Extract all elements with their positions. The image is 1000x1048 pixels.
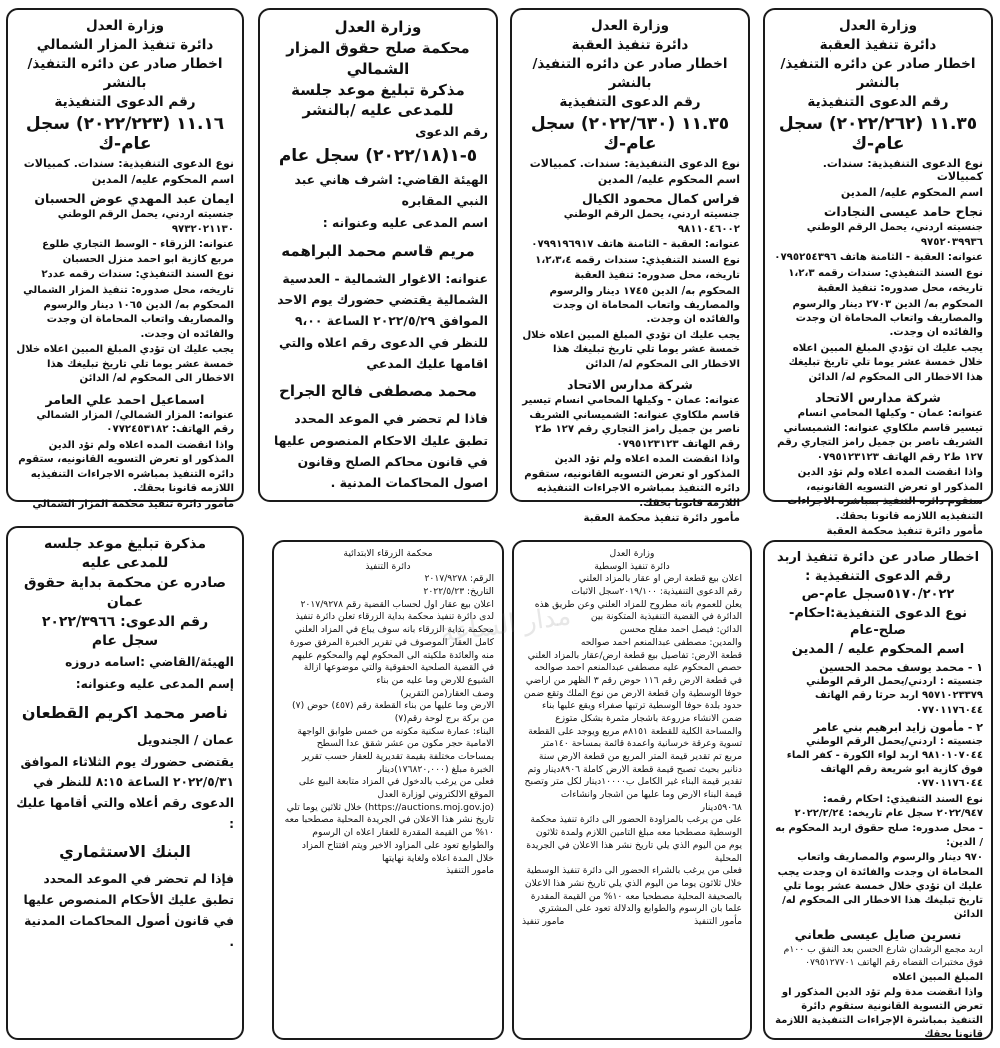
case-label: رقم الدعوى [415,124,488,140]
detail-line: الارض وما عليها من بناء القطعة رقم (٤٥٧) حوض (٧) من بركة برج لوحة رقم(٧) [292,700,494,724]
detail-line: عنوانه: عمان - وكيلها المحامي انسام تيسير قاسم ملكاوي عنوانه: الشميساني الشريف ناصر بن جميل رامز التجاري رقم ١٢٧ ط٢ رقم الهاتف ٠٧٩٥١٢٣١٢٣ [522,395,740,450]
department-title: دائرة التنفيذ [365,560,411,572]
ministry-title: وزارة العدل [334,18,422,36]
case-type: نوع الدعوى التنفيذية: سندات. كمبيالات [23,157,234,171]
party-label: اسم المحكوم عليه / المدين [791,641,965,657]
case-number: رقم الدعوى: ٢٠٢٢/٣٩٦٦ [41,613,209,630]
department-title: دائرة تنفيذ الوسطية [594,560,670,572]
notice-mazar-223 [6,8,244,510]
detail-line: عنوانه: المزار الشمالي/ المزار الشمالي رقم الهاتف: ٠٧٧٢٤٥٣١٨٢ [36,409,234,436]
detail-line: فاذا لم تحضر في الموعد المحدد تطبق عليك الاحكام المنصوص عليها في قانون محاكم الصلح وقانون اصول المحاكمات المدنية . [274,411,488,491]
signature: مامور التنفيذ [446,865,494,877]
signature: مامور تنفيذ [522,915,565,927]
detail-line: والمساحة الكلية للقطعة ٨١٥١م مربع ويوجد على القطعة تسوية وعرقة خرسانية واعمدة قائمة بمساحة ١٤٠متر مربع تم تقدير قيمة المتر المربع من قطعة الارض سنة دنانير بحيث تصبح قيمة قطعة الارض كاملة ٨٩٠٦دينار وتم تقدير قيمة البناء غير الكامل ب١٠٠٠٠دينار لكل متر وتصبح قيمة البناء الارض وما عليها من اشجار وانشاءات ٥٩٠٦٨دينار [524,725,742,813]
detail-line: جنسيته اردني، يحمل الرقم الوطني ٩٧٥٢٠٣٩٩٣٦ [806,222,983,248]
notice-headline: اعلان بيع قطعة ارض او عقار بالمزاد العلني [578,573,742,585]
debtor-name: نجاح حامد عيسى النجادات [823,204,983,220]
defendant-label: إسم المدعى عليه وعنوانه: [75,677,234,692]
detail-line: تاريخه، محل صدوره: تنفيذ العقبة [574,270,740,282]
detail-line: فعلى من يرغب بالدخول في المزاد متابعة البيع على الموقع الالكتروني لوزارة العدل (https://auctions.moj.gov.jo) خلال ثلاثين يوما تلي تاريخ نشر هذا الاعلان في الجريدة المحلية مصطحبا معه ١٠% من القيمة المقدرة للعقار اعلاه ان الرسوم والطوابع تعود على المزاود الاخير ويتم افتتاح المزاد خلال المدة اعلاه ولغاية نهايتها [284,776,494,864]
detail-line: واذا انقضت المده اعلاه ولم تؤد الدين المذكور او تعرض التسويه القانونيه، ستقوم دائره التنفيذ بمباشره الاجراءات التنفيذيه اللازمه قانونا بحقك. [18,439,234,495]
case-type: نوع الدعوى التنفيذية: سندات. كمبيالات [822,157,983,184]
detail-line: واذا انقضت مدة ولم تؤد الدين المذكور او تعرض التسوية القانونية ستقوم دائرة التنفيذ بمباشرة الإجراءات التنفيذية اللازمة قانونا بحقك [775,986,983,1041]
detail-line: المحكوم به/ الدين ١٧٤٥ دينار والرسوم والمصاريف واتعاب المحاماة ان وجدت والفائده ان وجدت. [549,285,740,326]
defendant-name: ناصر محمد اكريم القطعان [21,702,229,722]
detail-line: لدى دائرة تنفيذ محكمة بداية الزرقاء تعلن دائرة تنفيذ محكمة بداية الزرقاء بانه سوف يباع في المزاد العلني كامل العقار الموصوف في تقرير الخبرة المرفق صورة منه والعائدة ملكيته الى المحكوم لهم والمحكوم عليهم في القضية الصلحية الحقوقية والتي موضوعها ازالة الشيوع للارض وما عليه من بناء [289,611,494,686]
defendant-address: عمان / الجندويل [137,732,234,747]
case-number: ١١.١٦ (٢٠٢٢/٢٢٣) سجل عام-ك [25,114,225,155]
department-title: دائرة تنفيذ العقبة [819,37,937,54]
defendant-name: مريم قاسم محمد البراهمه [281,241,475,260]
notice-headline: اخطار صادر عن دائره التنفيذ/ بالنشر [780,56,976,91]
notice-date: التاريخ: ٢٠٢٢/٥/٢٣ [423,586,494,598]
party-label: اسم المحكوم عليه/ المدين [91,173,234,187]
detail-line: فعلى من يرغب بالشراء الحضور الى دائرة تنفيذ الوسطية خلال ثلاثون يوما من اليوم الذي يلي تاريخ نشر هذا الاعلان بالصحيفة المحلية مصطحبا معه ١٠% من القيمة المقدرة علما بان الرسوم والطوابع والدلالة تعود على المشتري [524,865,742,915]
judge-line: الهيئة القاضي: اشرف هاني عبد النبي المقابره [294,171,488,208]
signature: مأمور دائرة تنفيذ محكمة العقبة [826,526,983,538]
detail-line: جنسيته : اردني/يحمل الرقم الوطني ٩٨١٠١٠٧٠٤٤ اربد لواء الكورة - كفر الماء فوق كازية ابو شريعة رقم الهاتف ٠٧٧٠١١٧٦٠٤٤ [786,735,983,790]
notice-headline: مذكرة تبليغ موعد جلسه للمدعى عليه [43,536,207,571]
detail-line: تاريخه، محل صدوره: تنفيذ المزار الشمالي [23,284,234,296]
case-label: رقم الدعوى التنفيذية : [805,568,951,584]
detail-line: قطعة الارض: تفاصيل بيع قطعة ارض/عقار بالمزاد العلني حصص المحكوم عليه مصطفى عبدالمنعم احمد صوالحه في قطعة الارض رقم ١١٦ حوض رقم ٣ الظهر من اراضي حوفا الوسطية وان قطعة الارض من نوع الملك وتقع ضمن حدود بلدة حوفا الوسطية ترتبها صفراء ويقع عليها بناء ضمن الانشاء مزروعة باشجار مثمرة بشكل متوزع [523,649,742,724]
detail-line: جنسيته اردني، يحمل الرقم الوطني ٩٧٣٢٠٢١١٣٠ [57,209,234,235]
notice-headline: اعلان بيع عقار اول لحساب القضية رقم ٢٠١٧/٩٢٧٨ [300,598,494,610]
detail-line: عنوانه: عمان - وكيلها المحامي انسام تيسير قاسم ملكاوي عنوانه: الشميساني الشريف ناصر بن جميل رامز التجاري رقم ١٢٧ ط٢ رقم الهاتف ٠٧٩٥١٢٣١٢٣ [777,408,983,463]
detail-line: فإذا لم تحضر في الموعد المحدد تطبق عليك الأحكام المنصوص عليها في قانون أصول المحاكمات المدنية . [23,872,234,949]
detail-line: تاريخه، محل صدوره: تنفيذ العقبة [817,283,983,295]
department-title: دائرة تنفيذ المزار الشمالي [36,37,214,54]
notice-headline: اخطار صادر عن دائرة تنفيذ اربد [776,550,980,565]
case-label: رقم الدعوى التنفيذية [559,93,701,110]
notice-irbid-5170 [763,540,993,1040]
judge-line: الهيئة/القاضي :اسامه دروزه [65,655,234,670]
ministry-title: وزارة العدل [590,18,670,34]
detail-line: نوع السند التنفيذي: سندات رقمه عدد٢ [41,269,234,281]
plaintiff-name: البنك الاستثماري [59,842,191,862]
detail-line: المحكوم به/ الدين ٢٧٠٣ دينار والرسوم والمصاريف واتعاب المحاماة ان وجدت والفائده ان وجدت. [792,298,983,339]
signature: مأمور التنفيذ [694,915,742,927]
case-type: نوع الدعوى التنفيذية:احكام-صلح-عام [788,605,968,639]
detail-line: الدائن: فيصل احمد مفلح محسن [619,624,742,636]
department-title: دائرة تنفيذ العقبة [571,37,689,54]
detail-line: جنسيته اردني، يحمل الرقم الوطني ٩٨١١٠٤٦٠٠٢ [563,209,740,235]
detail-line: واذا انقضت المده اعلاه ولم تؤد الدين المذكور او تعرض التسويه القانونيه، ستقوم دائره التنفيذ بمباشره الاجراءات التنفيذيه اللازمه قانونا بحقك. [524,454,740,509]
detail-line: يجب عليك ان تؤدي المبلغ المبين اعلاه خلال خمسة عشر يوما تلي تاريخ تبليغك هذا الاخطار الى المحكوم له/ الدائن [16,344,234,385]
detail-line: عنوانه: العقبة - الثامنة هاتف ٠٧٩٩١٩٦٩١٧ [531,239,740,251]
detail-line: رقم الدعوى التنفيذية: ٢٠١٩/١٠٠سجل الاثبات [571,586,742,598]
watermark: مدار الساعة [438,601,573,649]
detail-line: يجب عليك ان تؤدي المبلغ المبين اعلاه خلال خمسة عشر يوما تلي تاريخ تبليغك هذا الاخطار الى المحكوم له/ الدائن [788,342,983,383]
court-title: محكمة صلح حقوق المزار الشمالي [286,39,470,78]
detail-line: على من يرغب بالمزاودة الحضور الى دائرة تنفيذ محكمة الوسطية مصطحبا معه مبلغ التامين اللازم ولمدة ثلاثون يوم من اليوم الذي يلي تاريخ نشر هذا الاعلان في الجريدة المحلية [526,814,742,864]
notice-headline: اخطار صادر عن دائره التنفيذ/ بالنشر [27,56,223,91]
party-label: اسم المحكوم عليه/ المدين [840,186,983,200]
register-label: سجل عام [91,633,159,650]
defendant-label: اسم المدعى عليه وعنوانه : [322,215,488,231]
detail-line: المبلغ المبين اعلاه [892,971,983,983]
detail-line: يعلن للعموم بانه مطروح للمزاد العلني وعن طريق هذه الدائرة في القضية التنفيذية المتكونة بين [534,598,742,623]
ministry-title: وزارة العدل [85,18,165,34]
case-number: ٥-١(٢٠٢٢/١٨) سجل عام [278,145,478,166]
ministry-title: وزارة العدل [609,548,655,559]
case-number: ١١.٣٥ (٢٠٢٢/٢٦٢) سجل عام-ك [778,114,978,155]
detail-line: - محل صدوره: صلح حقوق اربد المحكوم به / الدين: [775,822,983,849]
court-title: صادره عن محكمة بداية حقوق عمان [23,574,227,610]
detail-line: عنوانه: الاغوار الشمالية - العدسية الشمالية يقتضي حضورك يوم الاحد الموافق ٢٠٢٢/٥/٢٩ الساعة ٩،٠٠ للنظر في الدعوى رقم اعلاه والتي اقامها عليك المدعي [277,270,488,371]
detail-line: جنسيته : اردني/يحمل الرقم الوطني ٩٥٧١٠٢٣٣٧٩ اربد حرثا رقم الهاتف ٠٧٧٠١١٧٦٠٤٤ [806,676,983,716]
detail-line: اربد مجمع الرشدان شارع الحسن بعد النفق ب ١٠٠م فوق مختبرات القضاه رقم الهاتف ٠٧٩٥١٢٧٧٠١ [783,944,983,968]
detail-line: والمدين: مصطفى عبدالمنعم احمد صوالحه [580,636,742,648]
case-number: ١١.٣٥ (٢٠٢٢/٦٣٠) سجل عام-ك [530,114,730,155]
debtor-name: ٢ - مأمون زايد ابرهيم بني عامر [813,720,983,734]
case-type: نوع الدعوى التنفيذية: سندات. كمبيالات [529,157,740,171]
detail-line: البناء: عمارة سكنية مكونه من خمس طوابق الواجهة الامامية حجر مكون من عشر شقق عدا السطح بمساحات مختلفة بقيمة تقديرية للعقار حسب تقرير الخبرة مبلغ (١٧٦٨٢٠,٠٠٠)دينار [297,725,494,775]
detail-line: واذا انقضت المده اعلاه ولم تؤد الدين المذكور او تعرض التسويه القانونيه، ستقوم دائره التنفيذ بمباشره الاجراءات التنفيذيه اللازمه قانونا بحقك. [787,467,983,522]
detail-line: المحكوم به/ الدين ١٠٦٥ دينار والرسوم والمصاريف واتعاب المحاماة ان وجدت والفائده ان وجدت. [43,300,234,340]
detail-line: نوع السند التنفيذي: سندات رقمه ١،٢،٣ [788,267,983,279]
creditor-name: شركة مدارس الاتحاد [567,377,693,393]
notice-headline: اخطار صادر عن دائره التنفيذ/ بالنشر [532,56,728,91]
court-title: محكمة الزرقاء الابتدائية [343,548,433,559]
detail-line: عنوانه: العقبة - الثامنة هاتف ٠٧٩٥٢٥٤٣٩٦ [774,252,983,264]
signature: مأمور دائرة تنفيذ محكمة المزار الشمالي [32,498,234,510]
notice-amman-hearing [6,526,244,1040]
detail-line: نوع السند التنفيذي: احكام رقمه: ٢٠٢٢/٩٤٧ سجل عام تاريخه: ٢٠٢٢/٢/٢٤ [794,793,983,819]
debtor-name: فراس كمال محمود الكيال [581,191,740,207]
creditor-name: اسماعيل احمد علي العامر [45,391,205,407]
detail-line: وصف العقار(من التقرير) [400,687,494,699]
detail-line: ٩٧٠ دينار والرسوم والمصاريف واتعاب المحاماة ان وجدت والفائدة ان وجدت يجب عليك ان تؤدي خلال خمسة عشر يوما تلي تاريخ تبليغك هذا الاخطار الى المحكوم له/الدائن [777,852,983,921]
case-label: رقم الدعوى التنفيذية [807,93,949,110]
creditor-name: نسرين صايل عيسى طعاني [794,927,962,943]
notice-mazar-hearing [258,8,498,502]
detail-line: يجب عليك ان تؤدي المبلغ المبين اعلاه خلال خمسة عشر يوما تلي تاريخ تبليغك هذا الاخطار الى المحكوم له/ الدائن [522,329,740,370]
creditor-name: شركة مدارس الاتحاد [815,390,941,406]
detail-line: نوع السند التنفيذي: سندات رقمه ١،٢،٣،٤ [535,254,740,266]
detail-line: يقتضى حضورك يوم الثلاثاء الموافق ٢٠٢٢/٥/٣١ الساعة ٨:١٥ للنظر في الدعوى رقم أعلاه والتي أقامها عليك : [16,754,234,831]
detail-line: عنوانه: الزرقاء - الوسط التجاري طلوع مربع كازية ابو احمد منزل الحسبان [42,239,234,265]
case-label: رقم الدعوى التنفيذية [54,93,196,110]
debtor-name: ١ - محمد يوسف محمد الحسين [819,661,983,675]
party-label: اسم المحكوم عليه/ المدين [597,173,740,187]
case-number: ٥١٧٠/٢٠٢٢سجل عام-ص [801,587,955,603]
reference-number: الرقم: ٢٠١٧/٩٢٧٨ [424,573,494,585]
ministry-title: وزارة العدل [838,18,918,34]
debtor-name: ايمان عبد المهدي عوض الحسبان [34,191,234,207]
notice-headline: مذكرة تبليغ موعد جلسة للمدعى عليه /بالنشر [291,80,465,119]
notice-aqaba-630 [510,8,750,525]
plaintiff-name: محمد مصطفى فالح الجراح [279,382,477,401]
notice-aqaba-262 [763,8,993,538]
signature: مأمور دائرة تنفيذ محكمة العقبة [583,513,740,525]
